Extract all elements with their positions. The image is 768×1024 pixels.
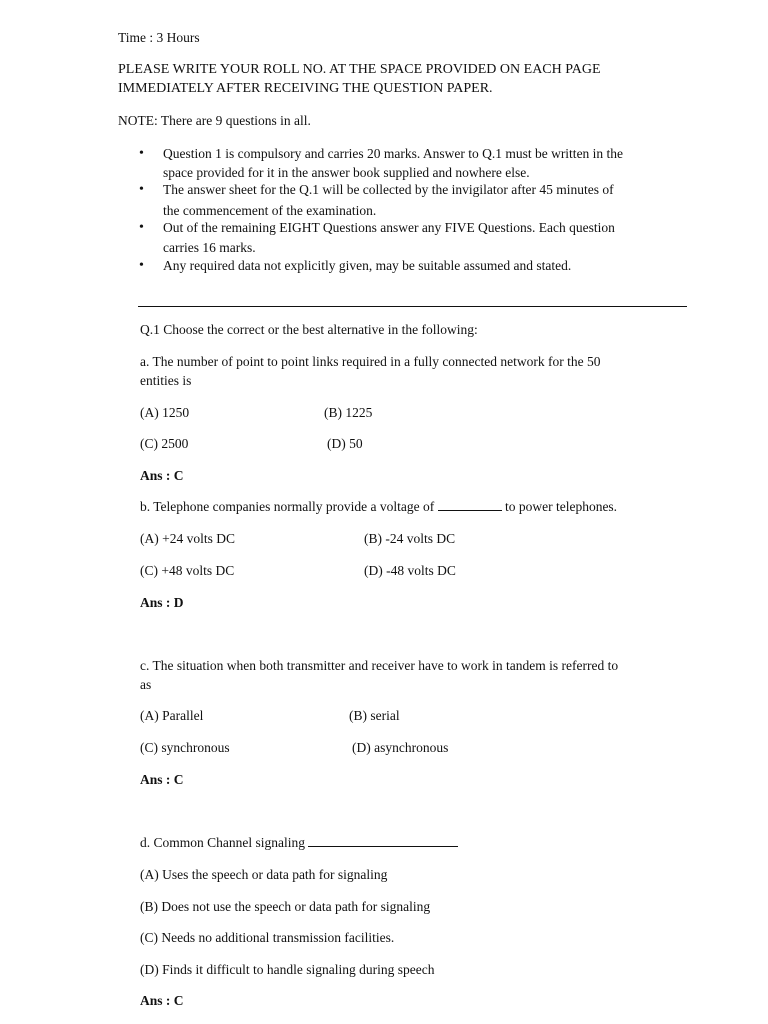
qb-option-c: (C) +48 volts DC bbox=[140, 563, 235, 578]
qc-option-d: (D) asynchronous bbox=[352, 740, 449, 755]
section-divider bbox=[138, 306, 687, 307]
qc-answer: Ans : C bbox=[140, 772, 184, 787]
qa-option-c: (C) 2500 bbox=[140, 436, 189, 451]
qc-option-b: (B) serial bbox=[349, 708, 400, 723]
bullet-2-line-1: • The answer sheet for the Q.1 will be collected by the invigilator after 45 minutes of bbox=[163, 181, 614, 199]
qb-text-suffix: to power telephones. bbox=[504, 499, 618, 514]
qd-option-d: (D) Finds it difficult to handle signaling during speech bbox=[140, 962, 435, 977]
qa-text-line-1: a. The number of point to point links required in a fully connected network for the 50 bbox=[140, 354, 601, 369]
qa-option-a: (A) 1250 bbox=[140, 405, 190, 420]
qc-text-line-1: c. The situation when both transmitter and receiver have to work in tandem is referred to bbox=[140, 658, 619, 673]
qc-text-line-2: as bbox=[140, 677, 152, 692]
qa-answer: Ans : C bbox=[140, 468, 184, 483]
qd-text-prefix: d. Common Channel signaling bbox=[140, 835, 305, 850]
qa-option-d: (D) 50 bbox=[327, 436, 363, 451]
bullet-3-line-2: carries 16 marks. bbox=[163, 240, 256, 255]
qd-answer: Ans : C bbox=[140, 993, 184, 1008]
qd-option-c: (C) Needs no additional transmission facilities. bbox=[140, 930, 395, 945]
note: NOTE: There are 9 questions in all. bbox=[118, 113, 311, 128]
qb-blank bbox=[438, 510, 502, 511]
qb-answer: Ans : D bbox=[140, 595, 184, 610]
qb-option-a: (A) +24 volts DC bbox=[140, 531, 235, 546]
qd-text bbox=[140, 834, 458, 852]
bullet-2-line-2: the commencement of the examination. bbox=[163, 203, 377, 218]
instruction-line-1: PLEASE WRITE YOUR ROLL NO. AT THE SPACE PROVIDED ON EACH PAGE bbox=[118, 62, 601, 77]
qd-blank bbox=[308, 846, 458, 847]
qb-option-b: (B) -24 volts DC bbox=[364, 531, 456, 546]
qd-option-a: (A) Uses the speech or data path for signaling bbox=[140, 867, 388, 882]
qc-option-a: (A) Parallel bbox=[140, 708, 204, 723]
bullet-1-line-1: • Question 1 is compulsory and carries 20 marks. Answer to Q.1 must be written in the bbox=[163, 145, 623, 163]
qa-text-line-2: entities is bbox=[140, 373, 192, 388]
exam-time: Time : 3 Hours bbox=[118, 30, 200, 45]
instruction-line-2: IMMEDIATELY AFTER RECEIVING THE QUESTION PAPER. bbox=[118, 81, 493, 96]
qb-text-prefix: b. Telephone companies normally provide a voltage of bbox=[140, 499, 435, 514]
bullet-4-line-1: • Any required data not explicitly given, may be suitable assumed and stated. bbox=[163, 257, 571, 275]
qc-option-c: (C) synchronous bbox=[140, 740, 230, 755]
qb-option-d: (D) -48 volts DC bbox=[364, 563, 456, 578]
q1-heading: Q.1 Choose the correct or the best alternative in the following: bbox=[140, 322, 478, 337]
bullet-3-line-1: • Out of the remaining EIGHT Questions answer any FIVE Questions. Each question bbox=[163, 219, 615, 237]
qd-option-b: (B) Does not use the speech or data path for signaling bbox=[140, 899, 431, 914]
qb-text bbox=[140, 498, 617, 516]
bullet-1-line-2: space provided for it in the answer book supplied and nowhere else. bbox=[163, 165, 530, 180]
qa-option-b: (B) 1225 bbox=[324, 405, 373, 420]
